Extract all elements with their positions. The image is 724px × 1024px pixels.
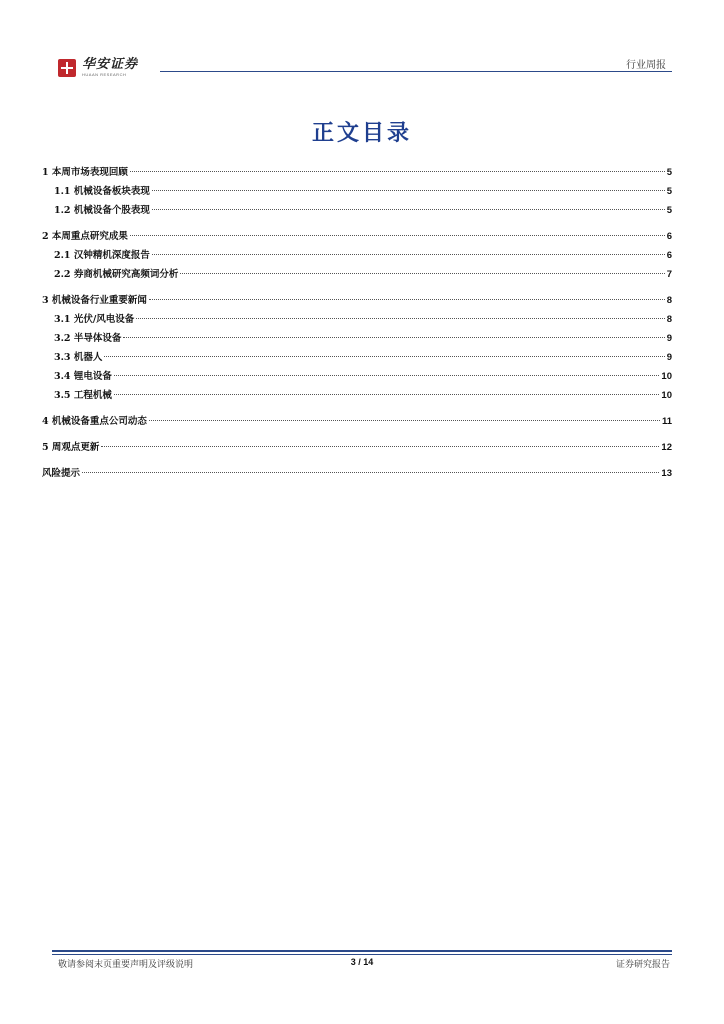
toc-entry[interactable] — [42, 439, 672, 458]
toc-entry[interactable] — [42, 164, 672, 183]
toc-entry-page: 12 — [661, 442, 672, 453]
footer-report-label: 证券研究报告 — [615, 960, 670, 970]
toc-entry[interactable] — [42, 183, 672, 202]
toc-entry-label: 5 周观点更新 — [42, 442, 100, 453]
toc-entry-label: 1 本周市场表现回顾 — [42, 167, 128, 178]
logo-text — [82, 58, 138, 77]
toc-entry[interactable] — [42, 292, 672, 311]
toc-entry-page: 9 — [666, 352, 672, 363]
toc-entry-page: 11 — [661, 416, 672, 427]
toc-entry-page: 7 — [666, 269, 672, 280]
toc-leader-dots — [130, 235, 665, 236]
toc-entry-page: 6 — [666, 231, 672, 242]
logo-chinese-name: 华安证券 — [82, 57, 139, 72]
company-logo — [58, 58, 138, 77]
toc-entry-page: 8 — [666, 295, 672, 306]
toc-entry-page: 5 — [666, 167, 672, 178]
toc-entry-page: 10 — [661, 371, 672, 382]
toc-entry-page: 10 — [661, 390, 672, 401]
toc-entry[interactable] — [42, 228, 672, 247]
toc-entry-page: 5 — [666, 186, 672, 197]
toc-entry-label: 3.1 光伏/风电设备 — [54, 314, 135, 325]
toc-entry-page: 5 — [666, 205, 672, 216]
toc-entry-label: 3.4 锂电设备 — [54, 371, 112, 382]
toc-leader-dots — [149, 299, 665, 300]
toc-entry-label: 3.2 半导体设备 — [54, 333, 122, 344]
toc-leader-dots — [149, 420, 660, 421]
header-divider — [160, 71, 672, 72]
toc-leader-dots — [180, 273, 664, 274]
logo-english-name: HUAAN RESEARCH — [82, 72, 127, 77]
toc-entry-label: 3.3 机器人 — [54, 352, 103, 363]
toc-entry[interactable] — [42, 311, 672, 330]
toc-leader-dots — [82, 472, 659, 473]
toc-entry-label: 3 机械设备行业重要新闻 — [42, 295, 147, 306]
toc-entry-label: 2.1 汉钟精机深度报告 — [54, 250, 150, 261]
page-number: 3 / 14 — [350, 957, 374, 967]
toc-entry-page: 8 — [666, 314, 672, 325]
toc-entry[interactable] — [42, 368, 672, 387]
footer-disclaimer: 敬请参阅末页重要声明及评级说明 — [58, 960, 194, 970]
toc-leader-dots — [152, 190, 665, 191]
toc-entry-label: 风险提示 — [42, 468, 81, 479]
toc-entry[interactable] — [42, 202, 672, 221]
page-footer — [52, 957, 672, 971]
toc-entry-label: 1.2 机械设备个股表现 — [54, 205, 150, 216]
toc-leader-dots — [152, 209, 665, 210]
toc-leader-dots — [101, 446, 659, 447]
toc-entry[interactable] — [42, 387, 672, 406]
toc-entry-page: 6 — [666, 250, 672, 261]
toc-leader-dots — [152, 254, 665, 255]
toc-entry[interactable] — [42, 247, 672, 266]
page-header — [52, 52, 672, 82]
toc-entry-label: 1.1 机械设备板块表现 — [54, 186, 150, 197]
toc-leader-dots — [114, 394, 660, 395]
toc-entry-label: 3.5 工程机械 — [54, 390, 112, 401]
toc-entry-label: 4 机械设备重点公司动态 — [42, 416, 147, 427]
table-of-contents — [42, 164, 672, 484]
toc-entry-label: 2.2 券商机械研究高频词分析 — [54, 269, 179, 280]
toc-entry[interactable] — [42, 413, 672, 432]
toc-entry[interactable] — [42, 266, 672, 285]
toc-entry-page: 13 — [661, 468, 672, 479]
toc-entry-label: 2 本周重点研究成果 — [42, 231, 128, 242]
logo-icon — [58, 59, 76, 77]
toc-leader-dots — [104, 356, 664, 357]
toc-entry-page: 9 — [666, 333, 672, 344]
toc-entry[interactable] — [42, 330, 672, 349]
toc-entry[interactable] — [42, 349, 672, 368]
report-type-label: 行业周报 — [626, 60, 666, 71]
page-title: 正文目录 — [311, 120, 412, 146]
toc-leader-dots — [123, 337, 664, 338]
footer-divider-thick — [52, 950, 672, 952]
toc-entry[interactable] — [42, 465, 672, 484]
toc-leader-dots — [114, 375, 660, 376]
footer-divider-thin — [52, 954, 672, 955]
toc-leader-dots — [130, 171, 665, 172]
toc-leader-dots — [136, 318, 664, 319]
